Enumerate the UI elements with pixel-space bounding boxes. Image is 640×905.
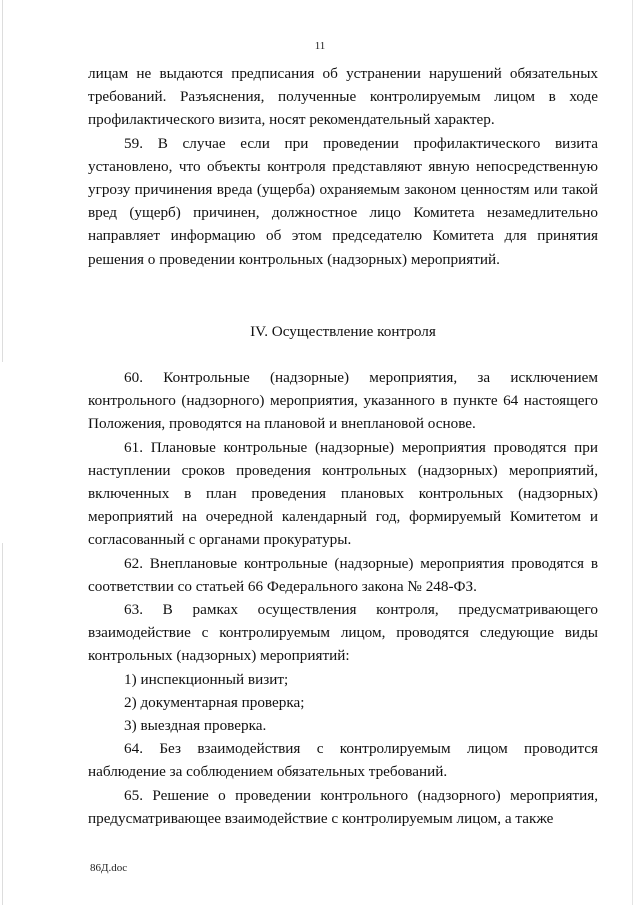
section-heading: IV. Осуществление контроля: [250, 323, 436, 340]
paragraph: 60. Контрольные (надзорные) мероприятия, за исключением контрольного (надзорного) мероприятия, указанного в пункте 64 настоящего Положения, проводятся на плановой и внеплановой основе.: [88, 369, 598, 433]
paragraph: 63. В рамках осуществления контроля, предусматривающего взаимодействие с контролируемым лицом, проводятся следующие виды контрольных (надзорных) мероприятий:: [88, 601, 598, 665]
text-block-lower: [88, 366, 598, 830]
left-margin-line: [2, 0, 3, 905]
footer-filename: 86Д.doc: [90, 862, 128, 874]
list-item: 3) выездная проверка.: [124, 717, 267, 735]
paragraph: 59. В случае если при проведении профилактического визита установлено, что объекты контроля представляют явную непосредственную угрозу причинения вреда (ущерба) охраняемым законом ценностям или такой вред (ущерб) причинен, должностное лицо Комитета незамедлительно направляет информацию об этом председателю Комитета для принятия решения о проведении контрольных (надзорных) мероприятий.: [88, 134, 598, 268]
paragraph: 62. Внеплановые контрольные (надзорные) мероприятия проводятся в соответствии со статьей 66 Федерального закона № 248-ФЗ.: [88, 554, 598, 595]
paragraph: лицам не выдаются предписания об устранении нарушений обязательных требований. Разъяснения, полученные контролируемым лицом в ходе профилактического визита, носят рекомендательный характер.: [88, 65, 598, 129]
text-block-upper: [88, 62, 598, 271]
paragraph: 64. Без взаимодействия с контролируемым лицом проводится наблюдение за соблюдением обязательных требований.: [88, 740, 598, 781]
right-margin-line: [632, 0, 633, 905]
list-item: 1) инспекционный визит;: [124, 670, 289, 688]
paragraph: 65. Решение о проведении контрольного (надзорного) мероприятия, предусматривающее взаимодействие с контролируемым лицом, а также: [88, 786, 598, 827]
paragraph: 61. Плановые контрольные (надзорные) мероприятия проводятся при наступлении сроков проведения контрольных (надзорных) мероприятий, включенных в план проведения плановых контрольных (надзорных) мероприятий на очередной календарный год, формируемый Комитетом и согласованный с органами прокуратуры.: [88, 438, 598, 549]
page-number: 11: [314, 40, 326, 52]
list-item: 2) документарная проверка;: [124, 693, 305, 711]
